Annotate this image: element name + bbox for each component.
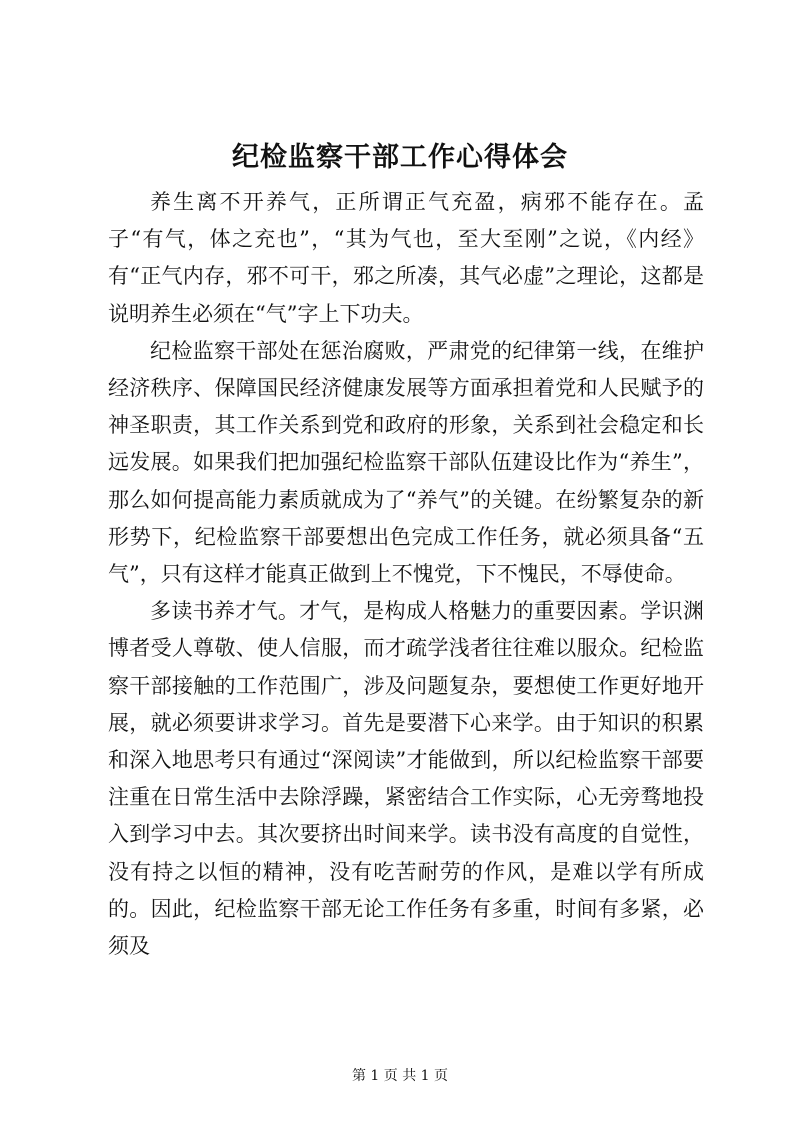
document-title: 纪检监察干部工作心得体会 xyxy=(232,142,568,173)
paragraph-3: 多读书养才气。才气，是构成人格魅力的重要因素。学识渊博者受人尊敬、使人信服，而才疏学浅者往往难以服众。纪检监察干部接触的工作范围广，涉及问题复杂，要想使工作更好地开展，就必须要讲求学习。首先是要潜下心来学。由于知识的积累和深入地思考只有通过“深阅读”才能做到，所以纪检监察干部要注重在日常生活中去除浮躁，紧密结合工作实际，心无旁骛地投入到学习中去。其次要挤出时间来学。读书没有高度的自觉性，没有持之以恒的精神，没有吃苦耐劳的作风，是难以学有所成的。因此，纪检监察干部无论工作任务有多重，时间有多紧，必须及 xyxy=(108,599,704,959)
paragraph-2: 纪检监察干部处在惩治腐败，严肃党的纪律第一线，在维护经济秩序、保障国民经济健康发展等方面承担着党和人民赋予的神圣职责，其工作关系到党和政府的形象，关系到社会稳定和长远发展。如果我们把加强纪检监察干部队伍建设比作为“养生”，那么如何提高能力素质就成为了“养气”的关键。在纷繁复杂的新形势下，纪检监察干部要想出色完成工作任务，就必须具备“五气”，只有这样才能真正做到上不愧党，下不愧民，不辱使命。 xyxy=(108,338,704,587)
paragraph-1: 养生离不开养气，正所谓正气充盈，病邪不能存在。孟子“有气，体之充也”，“其为气也，至大至刚”之说，《内经》有“正气内存，邪不可干，邪之所凑，其气必虚”之理论，这都是说明养生必须在“气”字上下功夫。 xyxy=(108,190,704,326)
page-footer: 第 1 页 共 1 页 xyxy=(351,1068,449,1084)
document-body xyxy=(108,184,704,965)
